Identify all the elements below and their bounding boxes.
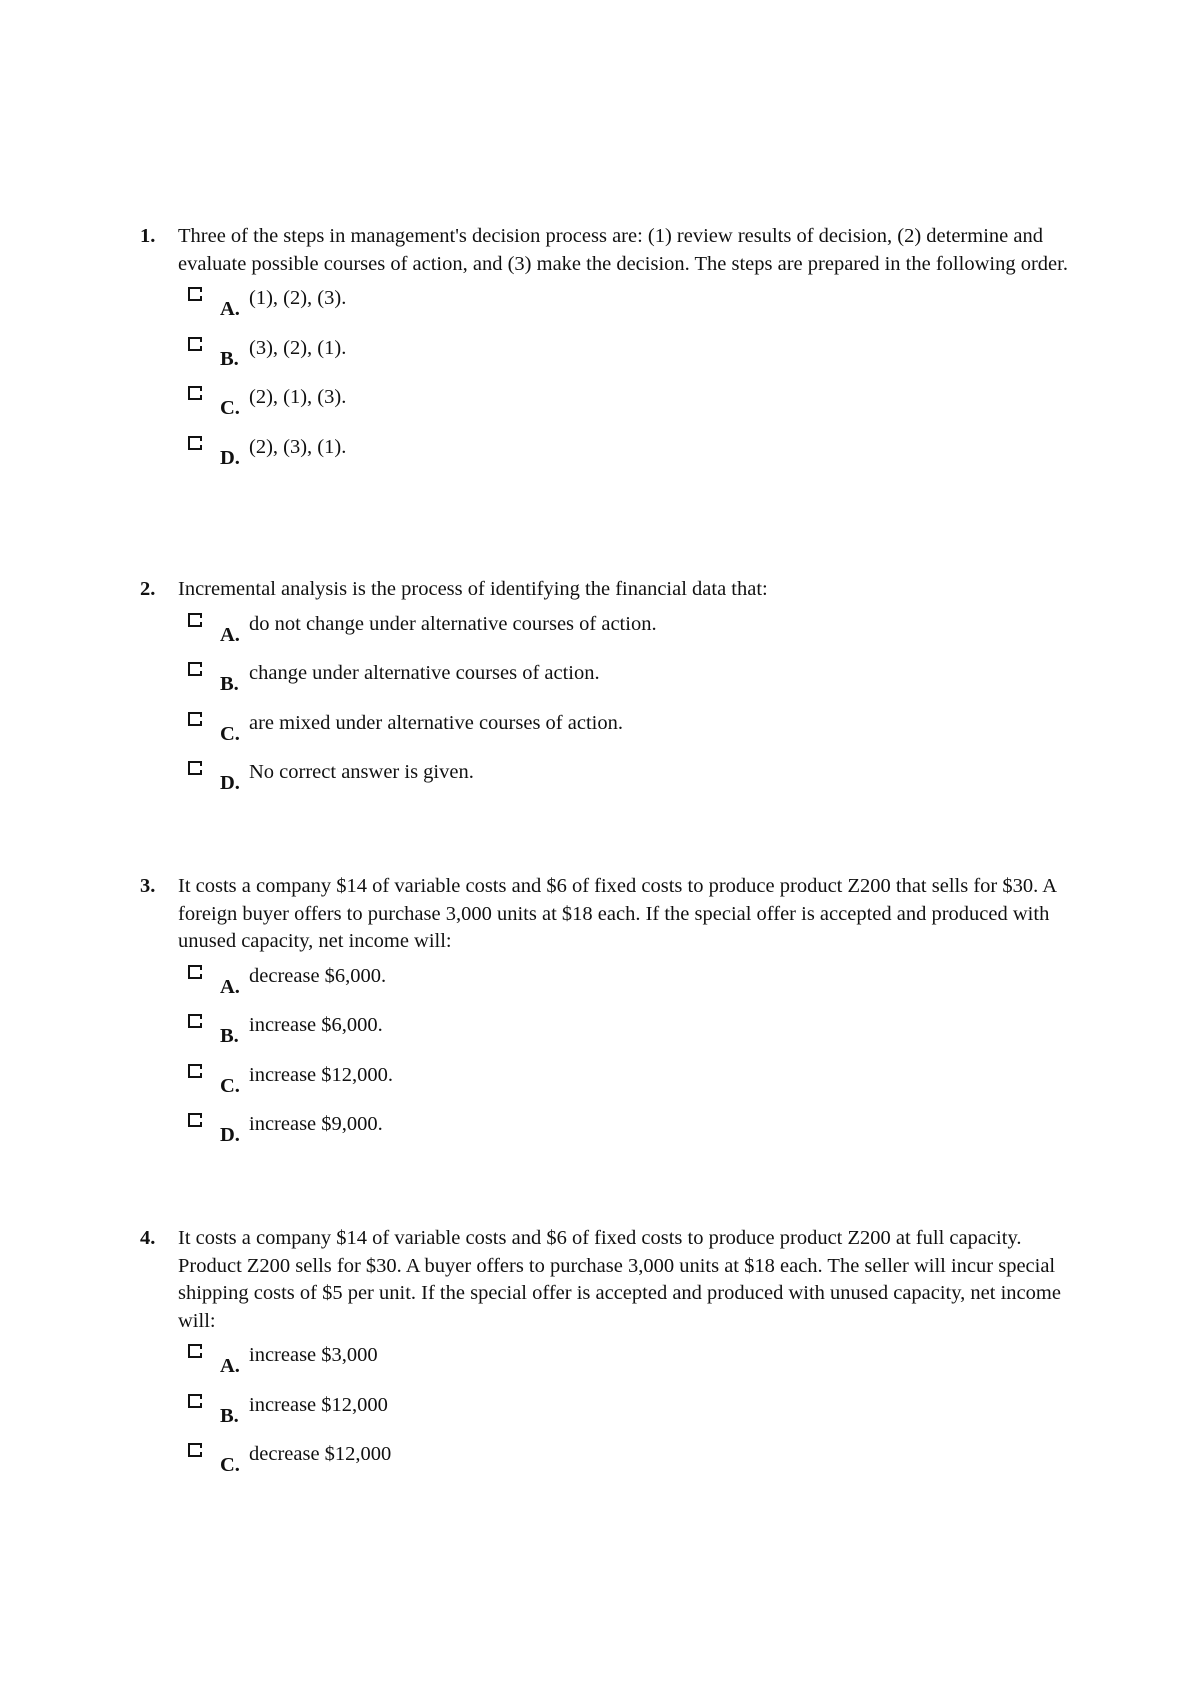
option-letter: A. bbox=[220, 623, 240, 646]
question-3 bbox=[140, 873, 1080, 1162]
option-text: increase $12,000. bbox=[249, 1063, 394, 1086]
option-4c[interactable] bbox=[140, 1442, 1080, 1492]
option-text: increase $3,000 bbox=[249, 1344, 378, 1366]
question-2-header bbox=[140, 576, 1080, 604]
option-3c[interactable] bbox=[140, 1063, 1080, 1113]
checkbox-icon[interactable] bbox=[188, 662, 202, 676]
checkbox-icon[interactable] bbox=[188, 613, 202, 627]
option-text: (2), (3), (1). bbox=[249, 435, 347, 458]
question-1 bbox=[140, 223, 1080, 484]
option-letter: D. bbox=[220, 772, 240, 794]
question-1-header bbox=[140, 223, 1080, 278]
option-3d[interactable] bbox=[140, 1112, 1080, 1162]
option-letter: D. bbox=[220, 1124, 240, 1146]
option-2a[interactable] bbox=[140, 612, 1080, 662]
option-letter: C. bbox=[220, 1454, 240, 1476]
option-text: decrease $12,000 bbox=[249, 1443, 392, 1465]
question-number: 4. bbox=[140, 1227, 156, 1249]
option-2c[interactable] bbox=[140, 711, 1080, 761]
option-text: No correct answer is given. bbox=[249, 761, 474, 783]
question-number: 3. bbox=[140, 875, 156, 897]
question-4 bbox=[140, 1225, 1080, 1492]
option-letter: C. bbox=[220, 722, 240, 745]
checkbox-icon[interactable] bbox=[188, 386, 202, 400]
option-2d[interactable] bbox=[140, 760, 1080, 810]
option-1c[interactable] bbox=[140, 385, 1080, 435]
option-letter: A. bbox=[220, 298, 240, 320]
option-3b[interactable] bbox=[140, 1013, 1080, 1063]
checkbox-icon[interactable] bbox=[188, 1344, 202, 1358]
question-3-header bbox=[140, 873, 1080, 956]
option-1d[interactable] bbox=[140, 435, 1080, 485]
option-1b[interactable] bbox=[140, 336, 1080, 386]
option-text: increase $12,000 bbox=[249, 1393, 388, 1416]
question-text: Incremental analysis is the process of identifying the financial data that: bbox=[178, 578, 768, 600]
question-3-options bbox=[140, 964, 1080, 1162]
checkbox-icon[interactable] bbox=[188, 1014, 202, 1028]
option-letter: A. bbox=[220, 975, 240, 998]
option-letter: B. bbox=[220, 1404, 239, 1427]
option-letter: C. bbox=[220, 1074, 240, 1097]
question-number: 2. bbox=[140, 578, 156, 600]
checkbox-icon[interactable] bbox=[188, 436, 202, 450]
option-letter: B. bbox=[220, 347, 239, 370]
checkbox-icon[interactable] bbox=[188, 1113, 202, 1127]
option-2b[interactable] bbox=[140, 661, 1080, 711]
option-text: do not change under alternative courses of action. bbox=[249, 612, 657, 635]
option-text: (3), (2), (1). bbox=[249, 336, 347, 359]
checkbox-icon[interactable] bbox=[188, 1064, 202, 1078]
option-1a[interactable] bbox=[140, 286, 1080, 336]
option-text: change under alternative courses of action. bbox=[249, 662, 600, 684]
question-text: It costs a company $14 of variable costs and $6 of fixed costs to produce product Z200 at full capacity. Product Z200 sells for $30. A buyer offers to purchase 3,000 units at $18 each. The seller will incur special shipping costs of $5 per unit. If the special offer is accepted and produced with unused capacity, net income will: bbox=[178, 1227, 1061, 1332]
option-letter: D. bbox=[220, 446, 240, 469]
option-text: are mixed under alternative courses of action. bbox=[249, 711, 623, 734]
checkbox-icon[interactable] bbox=[188, 965, 202, 979]
option-letter: B. bbox=[220, 673, 239, 695]
question-number: 1. bbox=[140, 225, 156, 247]
question-4-header bbox=[140, 1225, 1080, 1335]
checkbox-icon[interactable] bbox=[188, 761, 202, 775]
question-4-options bbox=[140, 1343, 1080, 1492]
checkbox-icon[interactable] bbox=[188, 1443, 202, 1457]
option-text: (1), (2), (3). bbox=[249, 287, 347, 309]
question-text: It costs a company $14 of variable costs and $6 of fixed costs to produce product Z200 that sells for $30. A foreign buyer offers to purchase 3,000 units at $18 each. If the special offer is accepted and produced with unused capacity, net income will: bbox=[178, 875, 1056, 952]
option-text: increase $9,000. bbox=[249, 1113, 383, 1135]
checkbox-icon[interactable] bbox=[188, 712, 202, 726]
option-text: increase $6,000. bbox=[249, 1014, 383, 1036]
question-1-options bbox=[140, 286, 1080, 484]
option-letter: C. bbox=[220, 397, 240, 419]
checkbox-icon[interactable] bbox=[188, 1394, 202, 1408]
option-text: decrease $6,000. bbox=[249, 964, 387, 987]
option-3a[interactable] bbox=[140, 964, 1080, 1014]
question-2 bbox=[140, 576, 1080, 810]
question-2-options bbox=[140, 612, 1080, 810]
option-letter: A. bbox=[220, 1355, 240, 1377]
question-text: Three of the steps in management's decision process are: (1) review results of decision, (2) determine and evaluate possible courses of action, and (3) make the decision. The steps are prepared in the following order. bbox=[178, 225, 1068, 275]
checkbox-icon[interactable] bbox=[188, 287, 202, 301]
option-4a[interactable] bbox=[140, 1343, 1080, 1393]
option-letter: B. bbox=[220, 1025, 239, 1047]
checkbox-icon[interactable] bbox=[188, 337, 202, 351]
option-text: (2), (1), (3). bbox=[249, 386, 347, 408]
option-4b[interactable] bbox=[140, 1393, 1080, 1443]
